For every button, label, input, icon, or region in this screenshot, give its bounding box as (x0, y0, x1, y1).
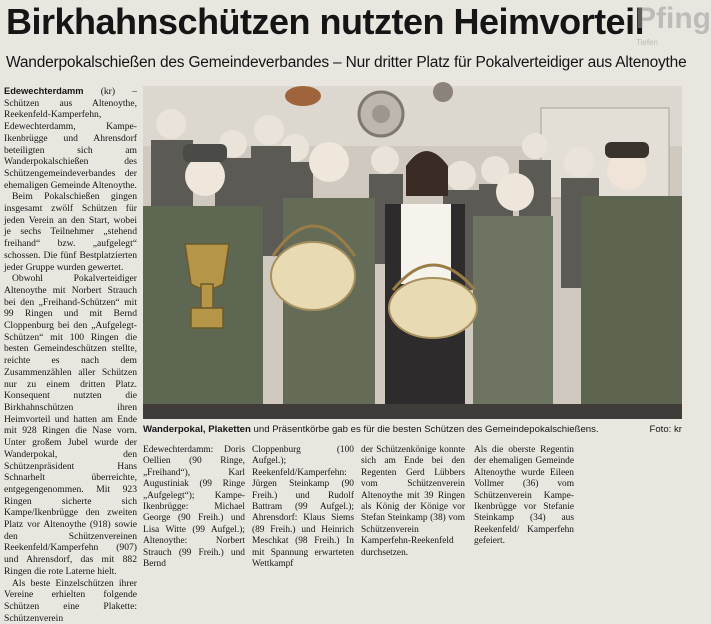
bottom-column-text: Cloppenburg (100 Aufgel.); Reekenfeld/Kamperfehn: Jürgen Steinkamp (90 Freih.) und Rudolf Battram (99 Aufgel.); Ahrensdorf: Klaus Siems (89 Freih.) und Heinrich Meschkat (98 Freih.) In mit Spannung erwarteten Wettkampf (252, 445, 354, 570)
adjacent-headline-fragment: Pfing (636, 2, 711, 35)
article-paragraph-1 (4, 86, 137, 191)
bottom-column-1 (143, 445, 245, 570)
bottom-column-2 (252, 445, 354, 570)
article-paragraph-3: Obwohl Pokalverteidiger Altenoythe mit Norbert Strauch bei den „Freihand-Schützen“ mit 99 Ringen und mit Bernd Cloppenburg bei den „Aufgelegt-Schützen“ mit 100 Ringen die besten Gemeindeschützen stellte, reichte es nach dem Zusammenzählen aller Schützen nur zu einem dritten Platz. Konsequent nutzten die Birkhahnschützen ihren Heimvorteil und hatten am Ende mit 928 Ringen die Nase vorn. Unter großem Jubel wurde der Wanderpokal, den Schützenpräsident Hans Schnarhelt überreichte, entgegengenommen. Mit 923 Ringen sicherte sich Kampe/Ikenbrügge den zweiten Platz vor Altenoythe (918) sowie den Schützenvereinen Reekenfeld/Kamperfehn (907) und Ahrensdorf, das mit 882 Ringen die rote Laterne hielt. (4, 273, 137, 577)
bottom-column-3 (361, 445, 465, 558)
article-left-column (4, 86, 137, 624)
adjacent-article-fragment (636, 2, 711, 62)
headline: Birkhahnschützen nutzten Heimvorteil (6, 1, 645, 42)
dateline: Edewechterdamm (4, 86, 84, 96)
article-paragraph-4: Als beste Einzelschützen ihrer Vereine erhielten folgende Schützen eine Plakette: Schützenverein (4, 577, 137, 624)
bottom-column-text: der Schützenkönige konnte sich am Ende bei den Regenten Gerd Lübbers vom Schützenverein Altenoythe mit 39 Ringen als König der Könige vor Stefan Steinkamp (38) vom Schützenverein Kamperfehn-Reekenfeld durchsetzen. (361, 445, 465, 558)
bottom-column-4 (474, 445, 574, 547)
bottom-column-text: Als die oberste Regentin der ehemaligen Gemeinde Altenoythe wurde Eileen Vollmer (36) vom Schützenverein Kampe-Ikenbrügge vor Stefanie Steinkamp (34) aus Reekenfeld/ Kamperfehn gefeiert. (474, 445, 574, 547)
photo-credit: Foto: kr (649, 424, 682, 435)
paragraph-text: – Schützen aus Altenoythe, Reekenfeld-Kamperfehn, Edewechterdamm, Kampe-Ikenbrügge und Ahrensdorf beteiligten sich am Wanderpokalschießen des Schützengemeindeverbandes der ehemaligen Gemeinde Altenoythe. (4, 86, 137, 191)
article-paragraph-2: Beim Pokalschießen gingen insgesamt zwölf Schützen für jeden Verein an den Start, wobei je sechs Teilnehmer „stehend freihand“ bzw. „aufgelegt“ schossen. Die fünf Bestplatzierten jeder Gruppe wurden gewertet. (4, 191, 137, 273)
bottom-column-text: Edewechterdamm: Doris Oellien (90 Ringe, „Freihand“), Karl Augustiniak (99 Ringe „Aufgelegt“); Kampe-Ikenbrügge: Michael George (90 Freih.) und Lisa Witte (99 Aufgel.); Altenoythe: Norbert Strauch (99 Freih.) und Bernd (143, 445, 245, 570)
caption-text: und Präsentkörbe gab es für die besten Schützen des Gemeindepokalschießens. (250, 424, 599, 435)
byline: (kr) (100, 86, 116, 97)
group-photo (143, 86, 682, 419)
caption-bold: Wanderpokal, Plaketten (143, 424, 251, 435)
photo-caption (143, 424, 682, 435)
group-photo-illustration (143, 86, 682, 419)
subheadline: Wanderpokalschießen des Gemeindeverbandes – Nur dritter Platz für Pokalverteidiger aus Altenoythe (6, 54, 687, 71)
adjacent-text-fragment: Tiefen (636, 38, 658, 47)
